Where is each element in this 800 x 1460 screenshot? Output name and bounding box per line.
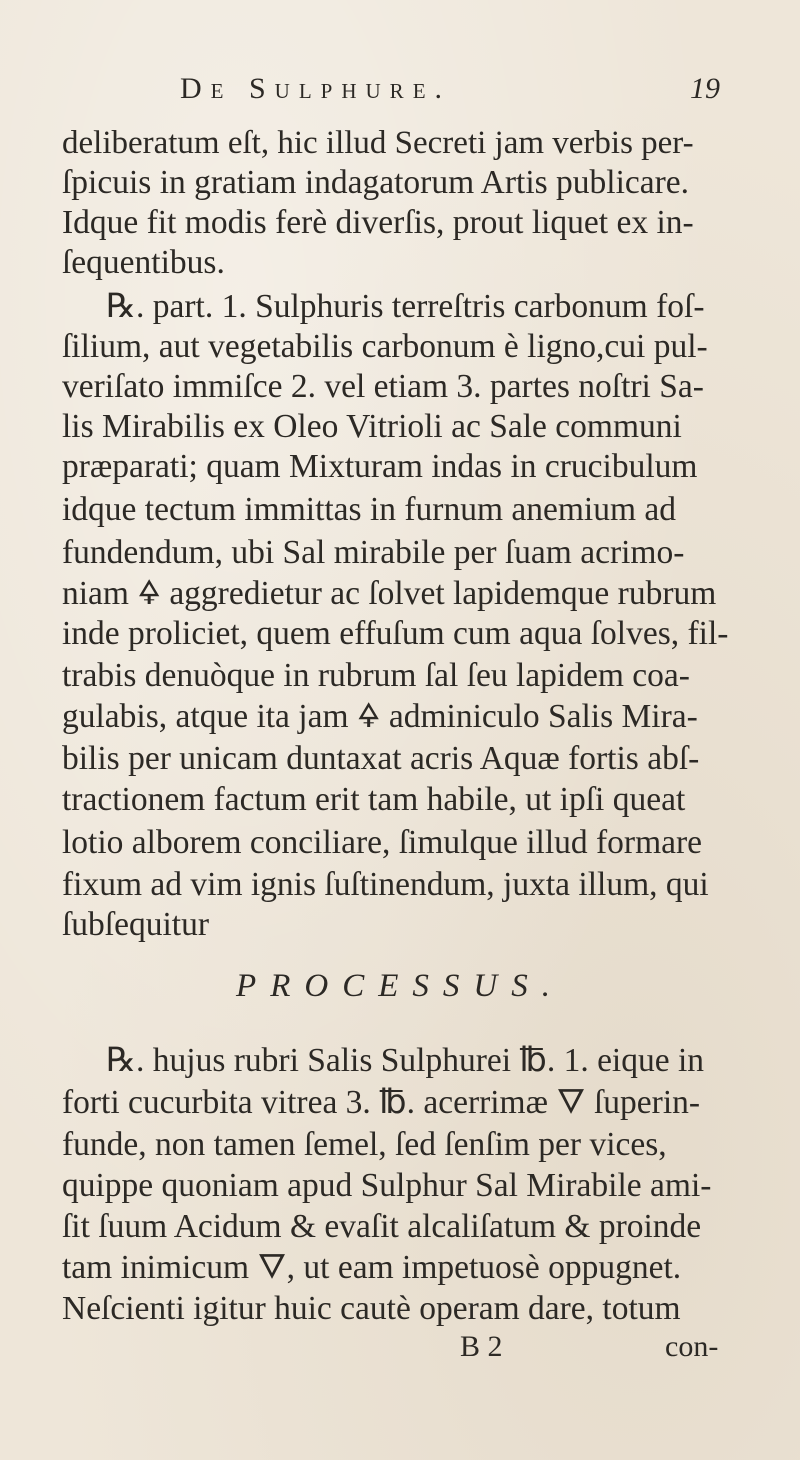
- text-line: Neſcienti igitur huic cautè operam dare, totum: [62, 1290, 681, 1327]
- text-line: forti cucurbita vitrea 3. ℔. acerrimæ 🜄 ſuperin-: [62, 1084, 701, 1121]
- text-line: tractionem factum erit tam habile, ut ipſi queat: [62, 781, 686, 818]
- text-line: tam inimicum 🜄, ut eam impetuosè oppugnet.: [62, 1249, 682, 1286]
- text-line: ℞. hujus rubri Salis Sulphurei ℔. 1. eique in: [106, 1042, 705, 1079]
- section-heading: PROCESSUS.: [236, 968, 564, 1004]
- text-line: Idque fit modis ferè diverſis, prout liquet ex in-: [62, 204, 694, 241]
- text-line: niam 🜍 aggredietur ac ſolvet lapidemque rubrum: [62, 575, 717, 612]
- text-line: deliberatum eſt, hic illud Secreti jam verbis per-: [62, 125, 694, 161]
- text-line: lis Mirabilis ex Oleo Vitrioli ac Sale communi: [62, 408, 682, 445]
- text-line: fundendum, ubi Sal mirabile per ſuam acrimo-: [62, 534, 685, 571]
- text-line: præparati; quam Mixturam indas in crucibulum: [62, 448, 698, 485]
- running-title: De Sulphure.: [180, 72, 452, 105]
- text-line: ℞. part. 1. Sulphuris terreſtris carbonum foſ-: [106, 288, 705, 325]
- text-line: ſequentibus.: [62, 244, 225, 281]
- text-line: trabis denuòque in rubrum ſal ſeu lapidem coa-: [62, 657, 690, 694]
- text-line: ſubſequitur: [62, 906, 210, 943]
- text-line: idque tectum immittas in furnum anemium ad: [62, 491, 677, 528]
- running-head: [180, 72, 720, 112]
- text-line: quippe quoniam apud Sulphur Sal Mirabile ami-: [62, 1167, 712, 1204]
- text-line: ſit ſuum Acidum & evaſit alcaliſatum & proinde: [62, 1208, 702, 1245]
- text-line: inde proliciet, quem effuſum cum aqua ſolves, fil-: [62, 615, 729, 652]
- catchword: con-: [665, 1330, 719, 1363]
- text-line: lotio alborem conciliare, ſimulque illud formare: [62, 824, 703, 861]
- text-line: ſilium, aut vegetabilis carbonum è ligno,cui pul-: [62, 328, 708, 365]
- text-line: funde, non tamen ſemel, ſed ſenſim per vices,: [62, 1126, 667, 1163]
- text-line: veriſato immiſce 2. vel etiam 3. partes noſtri Sa-: [62, 368, 704, 405]
- signature-mark: B 2: [460, 1330, 503, 1363]
- page-number: 19: [690, 72, 720, 105]
- text-line: fixum ad vim ignis ſuſtinendum, juxta illum, qui: [62, 866, 709, 903]
- text-line: gulabis, atque ita jam 🜍 adminiculo Salis Mira-: [62, 698, 698, 735]
- text-line: ſpicuis in gratiam indagatorum Artis publicare.: [62, 164, 690, 201]
- text-line: bilis per unicam duntaxat acris Aquæ fortis abſ-: [62, 740, 700, 777]
